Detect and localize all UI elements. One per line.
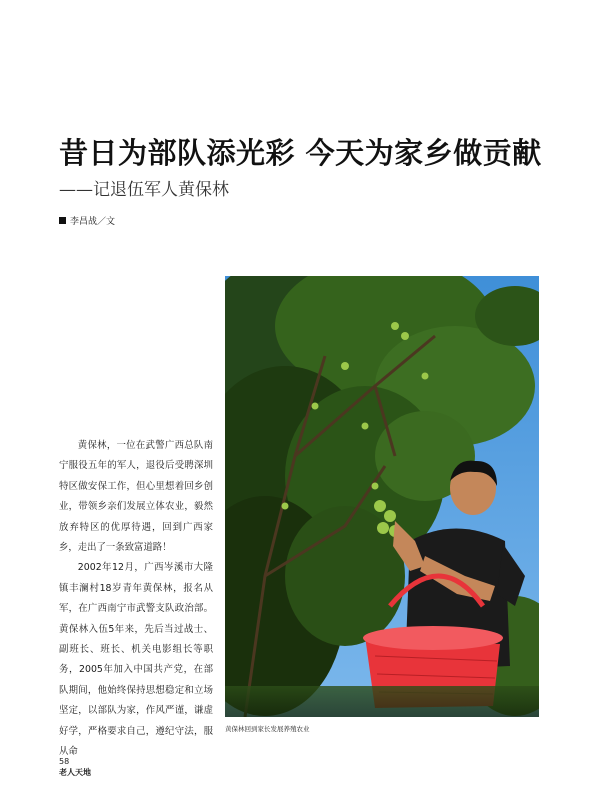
photo-caption: 黄保林回到家长发展养殖农业 (225, 725, 310, 733)
paragraph-1: 黄保林，一位在武警广西总队南宁服役五年的军人，退役后受聘深圳特区做安保工作，但心里想着回乡创业，带领乡亲们发展立体农业，毅然放弃特区的优厚待遇，回到广西家乡，走出了一条致富道路！ (59, 440, 213, 554)
paragraph-2: 2002年12月，广西岑溪市大隆镇丰澜村18岁青年黄保林，报名从军，在广西南宁市武警支队政治部。黄保林入伍5年来，先后当过战士、副班长、班长、机关电影组长等职务，2005年加入中国共产党，在部队期间，他始终保持思想稳定和立场坚定，以部队为家，作风严谨，谦虚好学，严格要求自己，遵纪守法，服从命 (59, 562, 213, 758)
square-bullet-icon (59, 217, 66, 224)
article-subtitle: ——记退伍军人黄保林 (59, 180, 229, 200)
article-photo (225, 276, 539, 717)
author-label: 李昌战／文 (70, 217, 116, 227)
article-body (59, 436, 213, 763)
article-title: 昔日为部队添光彩 今天为家乡做贡献 (59, 136, 542, 170)
byline (59, 214, 115, 227)
page-number: 58 (59, 757, 70, 766)
photo-illustration (225, 276, 539, 717)
magazine-name: 老人天地 (59, 767, 91, 777)
